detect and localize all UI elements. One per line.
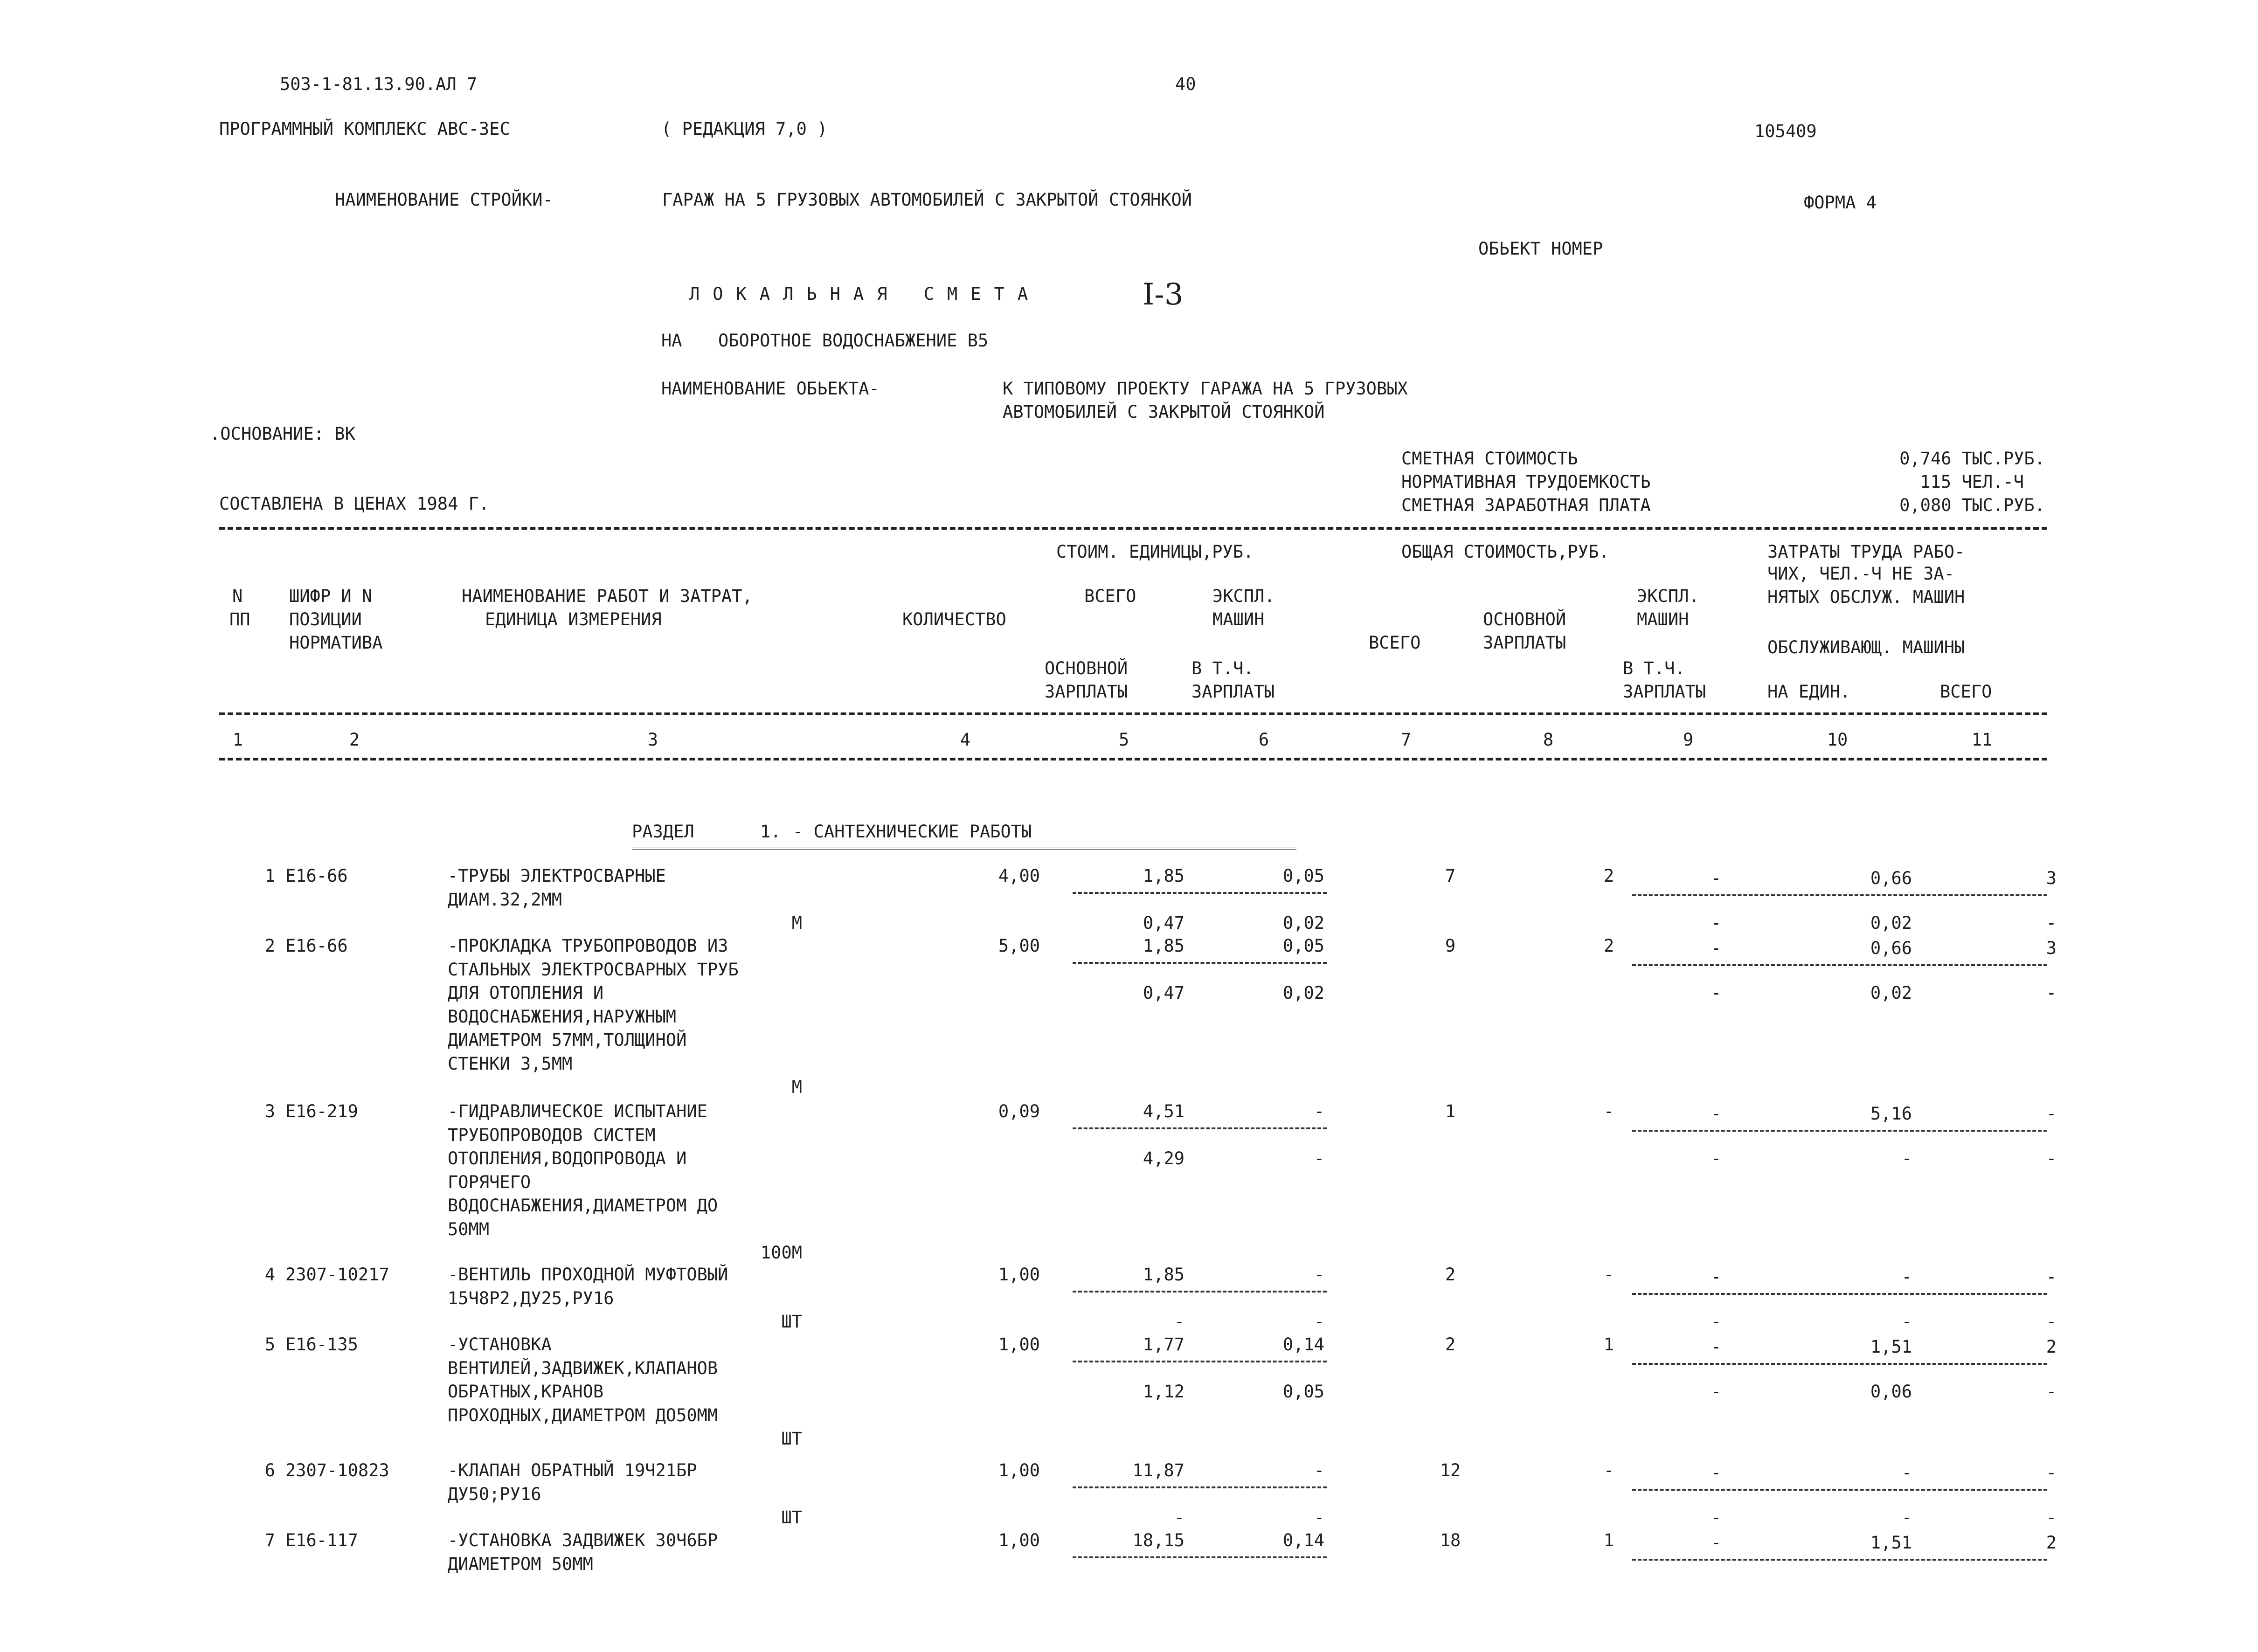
quantity: 5,00 — [998, 936, 1040, 956]
row-number: 3 — [264, 1101, 275, 1121]
work-description: ВЕНТИЛЕЙ,ЗАДВИЖЕК,КЛАПАНОВ — [448, 1358, 718, 1378]
labor-total-machines: - — [2046, 1312, 2057, 1332]
software-name: ПРОГРАММНЫЙ КОМПЛЕКС АВС-3ЕС — [219, 119, 510, 139]
work-description: -КЛАПАН ОБРАТНЫЙ 19Ч21БР — [448, 1460, 697, 1480]
work-description: СТЕНКИ 3,5ММ — [448, 1053, 573, 1074]
estimate-subject-label: НА — [661, 331, 682, 351]
subtotal-rule — [1632, 1559, 2047, 1561]
summary-label-3: СМЕТНАЯ ЗАРАБОТНАЯ ПЛАТА — [1401, 495, 1651, 515]
total-machines: - — [1711, 1463, 1722, 1483]
labor-total: 2 — [2046, 1533, 2057, 1553]
total-cost: 9 — [1445, 936, 1456, 956]
unit-cost-machine-pay: - — [1314, 1148, 1324, 1168]
total-basic-pay: - — [1603, 1460, 1614, 1480]
total-machine-pay: - — [1711, 1148, 1722, 1168]
unit-cost-machines: 0,05 — [1282, 936, 1324, 956]
labor-per-unit-machines: - — [1901, 1507, 1912, 1528]
unit-of-measure: М — [791, 1077, 802, 1097]
object-name-line-1: К ТИПОВОМУ ПРОЕКТУ ГАРАЖА НА 5 ГРУЗОВЫХ — [1003, 379, 1408, 399]
labor-total: - — [2046, 1463, 2057, 1483]
subtotal-rule — [1073, 1556, 1327, 1558]
work-description: ОТОПЛЕНИЯ,ВОДОПРОВОДА И — [448, 1148, 687, 1168]
work-description: ДИАМЕТРОМ 57ММ,ТОЛЩИНОЙ — [448, 1030, 687, 1050]
unit-cost-total: 11,87 — [1132, 1460, 1184, 1480]
unit-cost-total: 4,51 — [1143, 1101, 1184, 1121]
table-column-numbers-rule — [219, 758, 2047, 760]
table-header-rule — [219, 712, 2047, 715]
quantity: 0,09 — [998, 1101, 1040, 1121]
labor-per-unit: 1,51 — [1870, 1533, 1912, 1553]
document-title-number: I-3 — [1143, 277, 1184, 312]
norm-code: Е16-219 — [285, 1101, 358, 1121]
total-basic-pay: - — [1603, 1265, 1614, 1285]
unit-cost-machine-pay: - — [1314, 1507, 1324, 1528]
unit-cost-machines: 0,14 — [1282, 1334, 1324, 1355]
labor-per-unit-machines: 0,06 — [1870, 1382, 1912, 1402]
unit-cost-machine-pay: 0,02 — [1282, 983, 1324, 1003]
labor-total: 3 — [2046, 868, 2057, 889]
total-cost: 1 — [1445, 1101, 1456, 1121]
norm-code: Е16-135 — [285, 1334, 358, 1355]
labor-total: - — [2046, 1104, 2057, 1124]
construction-name: ГАРАЖ НА 5 ГРУЗОВЫХ АВТОМОБИЛЕЙ С ЗАКРЫТОЙ СТОЯНКОЙ — [662, 190, 1192, 210]
work-description: ТРУБОПРОВОДОВ СИСТЕМ — [448, 1125, 656, 1145]
basis-label: .ОСНОВАНИЕ: ВК — [210, 424, 355, 444]
total-cost: 2 — [1445, 1265, 1456, 1285]
unit-cost-basic-pay: 0,47 — [1143, 983, 1184, 1003]
labor-total-machines: - — [2046, 1148, 2057, 1168]
unit-cost-total: 1,77 — [1143, 1334, 1184, 1355]
labor-per-unit: 0,66 — [1870, 868, 1912, 889]
labor-total-machines: - — [2046, 913, 2057, 933]
total-machine-pay: - — [1711, 983, 1722, 1003]
total-basic-pay: 1 — [1603, 1530, 1614, 1550]
unit-cost-machines: 0,05 — [1282, 866, 1324, 886]
row-number: 7 — [264, 1530, 275, 1550]
labor-total-machines: - — [2046, 1382, 2057, 1402]
unit-cost-basic-pay: 4,29 — [1143, 1148, 1184, 1168]
subtotal-rule — [1632, 1363, 2047, 1365]
subtotal-rule — [1073, 1291, 1327, 1293]
work-description: ДУ50;РУ16 — [448, 1484, 541, 1504]
unit-cost-machine-pay: 0,05 — [1282, 1382, 1324, 1402]
work-description: -ПРОКЛАДКА ТРУБОПРОВОДОВ ИЗ — [448, 936, 728, 956]
row-number: 5 — [264, 1334, 275, 1355]
work-description: СТАЛЬНЫХ ЭЛЕКТРОСВАРНЫХ ТРУБ — [448, 959, 739, 980]
row-number: 4 — [264, 1265, 275, 1285]
labor-per-unit-machines: - — [1901, 1312, 1912, 1332]
row-number: 6 — [264, 1460, 275, 1480]
labor-per-unit: - — [1901, 1267, 1912, 1287]
subtotal-rule — [1073, 892, 1327, 894]
unit-cost-total: 1,85 — [1143, 1265, 1184, 1285]
summary-value-3: 0,080 ТЫС.РУБ. — [1899, 495, 2045, 515]
total-machine-pay: - — [1711, 913, 1722, 933]
prices-basis: СОСТАВЛЕНА В ЦЕНАХ 1984 Г. — [219, 494, 490, 514]
total-basic-pay: - — [1603, 1101, 1614, 1121]
total-cost: 18 — [1440, 1530, 1461, 1550]
total-basic-pay: 2 — [1603, 866, 1614, 886]
total-machine-pay: - — [1711, 1382, 1722, 1402]
quantity: 4,00 — [998, 866, 1040, 886]
subtotal-rule — [1632, 1293, 2047, 1295]
labor-per-unit: 5,16 — [1870, 1104, 1912, 1124]
labor-per-unit: 0,66 — [1870, 938, 1912, 959]
table-top-rule — [219, 527, 2047, 530]
labor-per-unit: 1,51 — [1870, 1337, 1912, 1357]
total-basic-pay: 1 — [1603, 1334, 1614, 1355]
total-machines: - — [1711, 1533, 1722, 1553]
total-machine-pay: - — [1711, 1312, 1722, 1332]
construction-label: НАИМЕНОВАНИЕ СТРОЙКИ- — [335, 190, 553, 210]
object-name-label: НАИМЕНОВАНИЕ ОБЬЕКТА- — [661, 379, 880, 399]
total-cost: 7 — [1445, 866, 1456, 886]
quantity: 1,00 — [998, 1460, 1040, 1480]
software-edition: ( РЕДАКЦИЯ 7,0 ) — [661, 119, 828, 139]
work-description: ДИАМЕТРОМ 50ММ — [448, 1554, 593, 1574]
work-description: -ТРУБЫ ЭЛЕКТРОСВАРНЫЕ — [448, 866, 666, 886]
work-description: ДИАМ.32,2ММ — [448, 889, 562, 910]
norm-code: Е16-66 — [285, 936, 348, 956]
total-machines: - — [1711, 938, 1722, 959]
subtotal-rule — [1632, 1130, 2047, 1132]
work-description: 50ММ — [448, 1219, 490, 1239]
subtotal-rule — [1632, 964, 2047, 966]
labor-total: 2 — [2046, 1337, 2057, 1357]
unit-of-measure: ШТ — [781, 1507, 802, 1528]
unit-of-measure: 100М — [760, 1243, 802, 1263]
work-description: 15Ч8Р2,ДУ25,РУ16 — [448, 1288, 614, 1308]
subtotal-rule — [1632, 894, 2047, 896]
subtotal-rule — [1632, 1489, 2047, 1491]
labor-total: - — [2046, 1267, 2057, 1287]
unit-cost-machines: - — [1314, 1101, 1324, 1121]
work-description: ОБРАТНЫХ,КРАНОВ — [448, 1382, 604, 1402]
summary-value-1: 0,746 ТЫС.РУБ. — [1899, 449, 2045, 469]
document-code: 503-1-81.13.90.АЛ 7 — [280, 74, 478, 94]
page-number: 40 — [1175, 74, 1196, 94]
unit-cost-basic-pay: 1,12 — [1143, 1382, 1184, 1402]
labor-total-machines: - — [2046, 1507, 2057, 1528]
form-label: ФОРМА 4 — [1804, 193, 1877, 213]
work-description: -УСТАНОВКА ЗАДВИЖЕК 30Ч6БР — [448, 1530, 718, 1550]
quantity: 1,00 — [998, 1334, 1040, 1355]
work-description: ДЛЯ ОТОПЛЕНИЯ И — [448, 983, 604, 1003]
quantity: 1,00 — [998, 1265, 1040, 1285]
subtotal-rule — [1073, 1361, 1327, 1362]
document-title: ЛОКАЛЬНАЯ СМЕТА — [689, 284, 1041, 304]
work-description: ПРОХОДНЫХ,ДИАМЕТРОМ ДО50ММ — [448, 1405, 718, 1425]
unit-cost-basic-pay: - — [1174, 1507, 1184, 1528]
quantity: 1,00 — [998, 1530, 1040, 1550]
subtotal-rule — [1073, 962, 1327, 964]
labor-per-unit-machines: - — [1901, 1148, 1912, 1168]
unit-cost-total: 18,15 — [1132, 1530, 1184, 1550]
total-machines: - — [1711, 1104, 1722, 1124]
object-number-label: ОБЬЕКТ НОМЕР — [1478, 239, 1603, 259]
unit-of-measure: ШТ — [781, 1429, 802, 1449]
row-number: 2 — [264, 936, 275, 956]
subtotal-rule — [1073, 1486, 1327, 1488]
total-machines: - — [1711, 1267, 1722, 1287]
subtotal-rule — [1073, 1127, 1327, 1129]
work-description: ВОДОСНАБЖЕНИЯ,ДИАМЕТРОМ ДО — [448, 1196, 718, 1216]
total-cost: 12 — [1440, 1460, 1461, 1480]
labor-per-unit: - — [1901, 1463, 1912, 1483]
unit-cost-machine-pay: 0,02 — [1282, 913, 1324, 933]
unit-cost-basic-pay: - — [1174, 1312, 1184, 1332]
summary-value-2: 115 ЧЕЛ.-Ч — [1920, 472, 2024, 492]
labor-per-unit-machines: 0,02 — [1870, 913, 1912, 933]
total-machine-pay: - — [1711, 1507, 1722, 1528]
object-name-line-2: АВТОМОБИЛЕЙ С ЗАКРЫТОЙ СТОЯНКОЙ — [1003, 402, 1325, 422]
unit-cost-machines: - — [1314, 1265, 1324, 1285]
unit-of-measure: ШТ — [781, 1312, 802, 1332]
total-machines: - — [1711, 868, 1722, 889]
labor-total: 3 — [2046, 938, 2057, 959]
total-cost: 2 — [1445, 1334, 1456, 1355]
norm-code: Е16-66 — [285, 866, 348, 886]
unit-cost-total: 1,85 — [1143, 866, 1184, 886]
unit-cost-machine-pay: - — [1314, 1312, 1324, 1332]
unit-cost-machines: - — [1314, 1460, 1324, 1480]
work-description: ГОРЯЧЕГО — [448, 1172, 531, 1192]
row-number: 1 — [264, 866, 275, 886]
norm-code: 2307-10823 — [285, 1460, 389, 1480]
total-basic-pay: 2 — [1603, 936, 1614, 956]
labor-total-machines: - — [2046, 983, 2057, 1003]
unit-cost-machines: 0,14 — [1282, 1530, 1324, 1550]
norm-code: Е16-117 — [285, 1530, 358, 1550]
labor-per-unit-machines: 0,02 — [1870, 983, 1912, 1003]
unit-of-measure: М — [791, 913, 802, 933]
work-description: -ВЕНТИЛЬ ПРОХОДНОЙ МУФТОВЫЙ — [448, 1265, 728, 1285]
unit-cost-basic-pay: 0,47 — [1143, 913, 1184, 933]
work-description: -ГИДРАВЛИЧЕСКОЕ ИСПЫТАНИЕ — [448, 1101, 707, 1121]
norm-code: 2307-10217 — [285, 1265, 389, 1285]
unit-cost-total: 1,85 — [1143, 936, 1184, 956]
summary-label-2: НОРМАТИВНАЯ ТРУДОЕМКОСТЬ — [1401, 472, 1651, 492]
summary-label-1: СМЕТНАЯ СТОИМОСТЬ — [1401, 449, 1578, 469]
work-description: ВОДОСНАБЖЕНИЯ,НАРУЖНЫМ — [448, 1006, 677, 1027]
estimate-subject: ОБОРОТНОЕ ВОДОСНАБЖЕНИЕ В5 — [718, 331, 989, 351]
work-description: -УСТАНОВКА — [448, 1334, 552, 1355]
total-machines: - — [1711, 1337, 1722, 1357]
document-id: 105409 — [1754, 121, 1817, 141]
